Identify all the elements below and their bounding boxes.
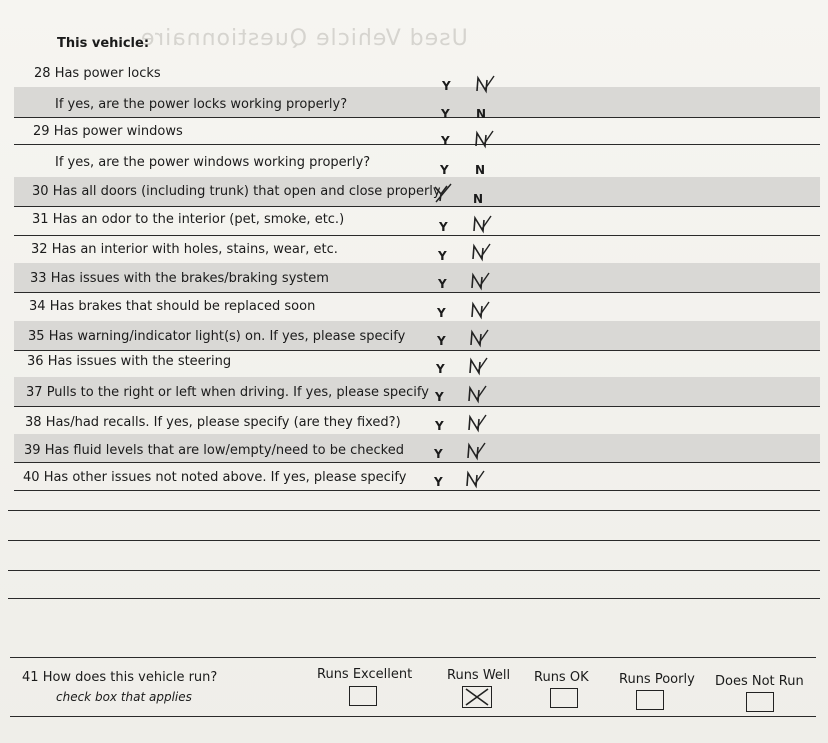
check-n-34 <box>469 300 491 320</box>
question-29: 29 Has power windows <box>33 124 183 139</box>
check-n-35 <box>468 328 490 348</box>
question-38: 38 Has/had recalls. If yes, please specify (are they fixed?) <box>25 415 401 430</box>
no-label-30: N <box>473 192 484 206</box>
run-question: 41 How does this vehicle run? <box>22 670 218 685</box>
yes-label-33: Y <box>438 277 447 291</box>
yes-label-40: Y <box>434 475 443 489</box>
question-37: 37 Pulls to the right or left when driving. If yes, please specify <box>26 385 429 400</box>
specify-line-2[interactable] <box>8 540 820 541</box>
yes-label-35: Y <box>437 334 446 348</box>
option-runs-well-label: Runs Well <box>447 668 511 683</box>
no-label-29a: N <box>475 163 486 177</box>
yes-label-37: Y <box>435 390 444 404</box>
yes-label-38: Y <box>435 419 444 433</box>
check-n-31 <box>471 214 493 234</box>
check-n-37 <box>466 384 488 404</box>
question-33: 33 Has issues with the brakes/braking system <box>30 271 329 286</box>
check-n-39 <box>465 441 487 461</box>
check-n-33 <box>469 271 491 291</box>
check-n-28 <box>474 74 496 94</box>
check-n-38 <box>466 413 488 433</box>
yes-label-29a: Y <box>440 163 449 177</box>
yes-label-29: Y <box>441 134 450 148</box>
question-28: 28 Has power locks <box>34 66 161 81</box>
yes-label-28a: Y <box>441 107 450 121</box>
specify-line-1[interactable] <box>8 510 820 511</box>
yes-label-31: Y <box>439 220 448 234</box>
check-n-29 <box>473 129 495 149</box>
check-x-mark <box>463 687 491 707</box>
run-question-box <box>10 657 816 717</box>
question-34: 34 Has brakes that should be replaced soon <box>29 299 316 314</box>
question-40: 40 Has other issues not noted above. If yes, please specify <box>23 470 407 485</box>
option-runs-poorly-label: Runs Poorly <box>619 672 695 687</box>
question-35: 35 Has warning/indicator light(s) on. If yes, please specify <box>28 329 406 344</box>
no-label-28a: N <box>476 107 487 121</box>
question-31: 31 Has an odor to the interior (pet, smoke, etc.) <box>32 212 345 227</box>
specify-line-4[interactable] <box>8 598 820 599</box>
yes-label-34: Y <box>437 306 446 320</box>
option-runs-ok-label: Runs OK <box>534 670 589 685</box>
yes-label-32: Y <box>438 249 447 263</box>
yes-label-36: Y <box>436 362 445 376</box>
question-39: 39 Has fluid levels that are low/empty/need to be checked <box>24 443 404 458</box>
show-through-text: Used Vehicle Questionnaire <box>140 26 468 51</box>
vehicle-label: This vehicle: <box>57 36 150 51</box>
question-30: 30 Has all doors (including trunk) that open and close properly <box>32 184 441 199</box>
checkbox-runs-well[interactable] <box>462 686 492 708</box>
checkbox-runs-excellent[interactable] <box>349 686 377 706</box>
check-n-40 <box>464 469 486 489</box>
question-32: 32 Has an interior with holes, stains, wear, etc. <box>31 242 338 257</box>
check-n-32 <box>470 242 492 262</box>
run-instruction: check box that applies <box>56 690 192 704</box>
option-does-not-run-label: Does Not Run <box>715 674 804 689</box>
question-28a: If yes, are the power locks working properly? <box>55 97 348 112</box>
yes-label-28: Y <box>442 79 451 93</box>
checkbox-runs-poorly[interactable] <box>636 690 664 710</box>
specify-line-3[interactable] <box>8 570 820 571</box>
checkbox-does-not-run[interactable] <box>746 692 774 712</box>
checkbox-runs-ok[interactable] <box>550 688 578 708</box>
question-36: 36 Has issues with the steering <box>27 354 232 369</box>
option-runs-excellent-label: Runs Excellent <box>317 667 413 682</box>
yes-label-39: Y <box>434 447 443 461</box>
question-29a: If yes, are the power windows working properly? <box>55 155 371 170</box>
check-n-36 <box>467 356 489 376</box>
check-y-30 <box>432 183 454 203</box>
